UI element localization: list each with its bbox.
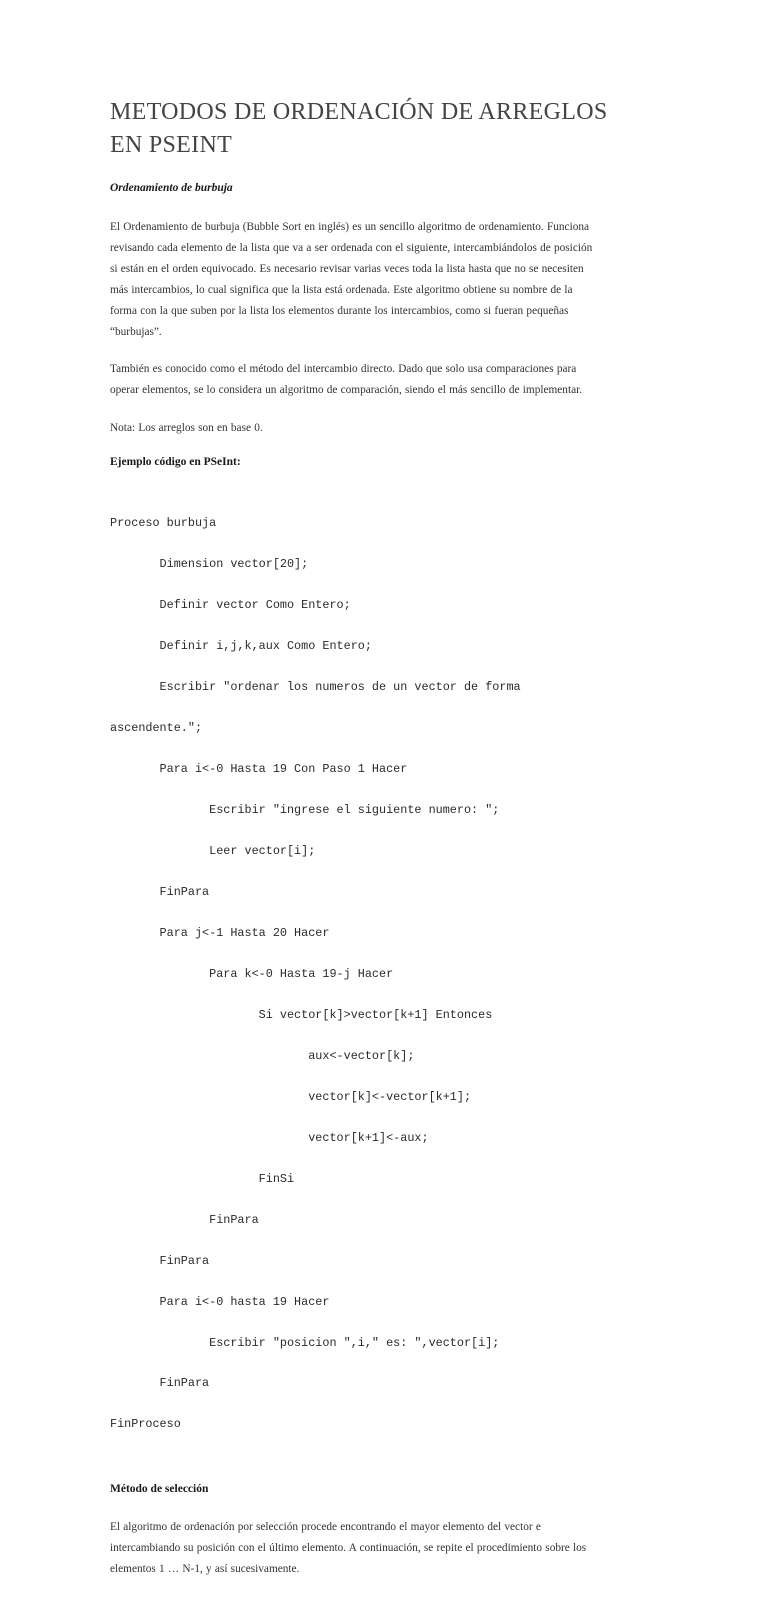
bubble-sort-paragraph-1	[110, 217, 658, 342]
code-line: Para i<-0 hasta 19 Hacer	[110, 1294, 330, 1309]
code-line: FinPara	[110, 1376, 210, 1391]
code-line: FinProceso	[110, 1417, 181, 1432]
title-line-2: EN PSEINT	[110, 132, 233, 158]
code-line: Definir i,j,k,aux Como Entero;	[110, 639, 372, 654]
code-line: Leer vector[i];	[110, 844, 316, 859]
selection-sort-paragraph-1	[110, 1517, 658, 1580]
text-line: operar elementos, se lo considera un algoritmo de comparación, siendo el más sencillo de implementar.	[110, 384, 583, 397]
code-line: aux<-vector[k];	[110, 1048, 415, 1063]
title-line-1: METODOS DE ORDENACIÓN DE ARREGLOS	[110, 99, 608, 125]
code-block	[110, 490, 658, 1459]
code-line: Definir vector Como Entero;	[110, 598, 351, 613]
text-line: forma con la que suben por la lista los elementos durante los intercambios, como si fueran pequeñas	[110, 304, 569, 317]
code-line: vector[k+1]<-aux;	[110, 1130, 429, 1145]
code-line: FinPara	[110, 885, 210, 900]
code-line: Para i<-0 Hasta 19 Con Paso 1 Hacer	[110, 762, 408, 777]
text-line: revisando cada elemento de la lista que va a ser ordenada con el siguiente, intercambiándolos de posición	[110, 241, 593, 254]
text-line: “burbujas”.	[110, 325, 162, 338]
text-line: más intercambios, lo cual significa que la lista está ordenada. Este algoritmo obtiene su nombre de la	[110, 283, 573, 296]
code-line: Escribir "ingrese el siguiente numero: ";	[110, 803, 500, 818]
code-line: Proceso burbuja	[110, 516, 217, 531]
section-heading-selection-sort: Método de selección	[110, 1483, 209, 1496]
code-line: vector[k]<-vector[k+1];	[110, 1089, 472, 1104]
text-line: si están en el orden equivocado. Es necesario revisar varias veces toda la lista hasta que no se necesiten	[110, 262, 584, 275]
code-line: FinPara	[110, 1253, 210, 1268]
text-line: El algoritmo de ordenación por selección procede encontrando el mayor elemento del vector e	[110, 1521, 541, 1534]
note-paragraph	[110, 418, 658, 439]
text-line: El Ordenamiento de burbuja (Bubble Sort en inglés) es un sencillo algoritmo de ordenamiento. Funciona	[110, 221, 590, 233]
code-line: Para k<-0 Hasta 19-j Hacer	[110, 966, 394, 981]
text-line: intercambiando su posición con el último elemento. A continuación, se repite el procedimiento sobre los	[110, 1542, 587, 1555]
code-line: FinPara	[110, 1212, 259, 1227]
code-line: Para j<-1 Hasta 20 Hacer	[110, 926, 330, 940]
code-example-heading: Ejemplo código en PSeInt:	[110, 456, 241, 469]
document-page	[110, 96, 658, 1597]
code-line: Dimension vector[20];	[110, 557, 309, 572]
code-line: FinSi	[110, 1171, 295, 1186]
text-line: elementos 1 … N-1, y así sucesivamente.	[110, 1563, 300, 1576]
note-text: Nota: Los arreglos son en base 0.	[110, 422, 263, 435]
code-line: ascendente.";	[110, 721, 203, 736]
code-line: Escribir "posicion ",i," es: ",vector[i];	[110, 1335, 500, 1350]
document-title	[110, 96, 658, 162]
code-line: Escribir "ordenar los numeros de un vector de forma	[110, 680, 521, 695]
text-line: También es conocido como el método del intercambio directo. Dado que solo usa comparaciones para	[110, 363, 577, 376]
bubble-sort-paragraph-2	[110, 359, 658, 401]
code-line: Si vector[k]>vector[k+1] Entonces	[110, 1007, 493, 1022]
section-heading-bubble-sort: Ordenamiento de burbuja	[110, 182, 233, 194]
